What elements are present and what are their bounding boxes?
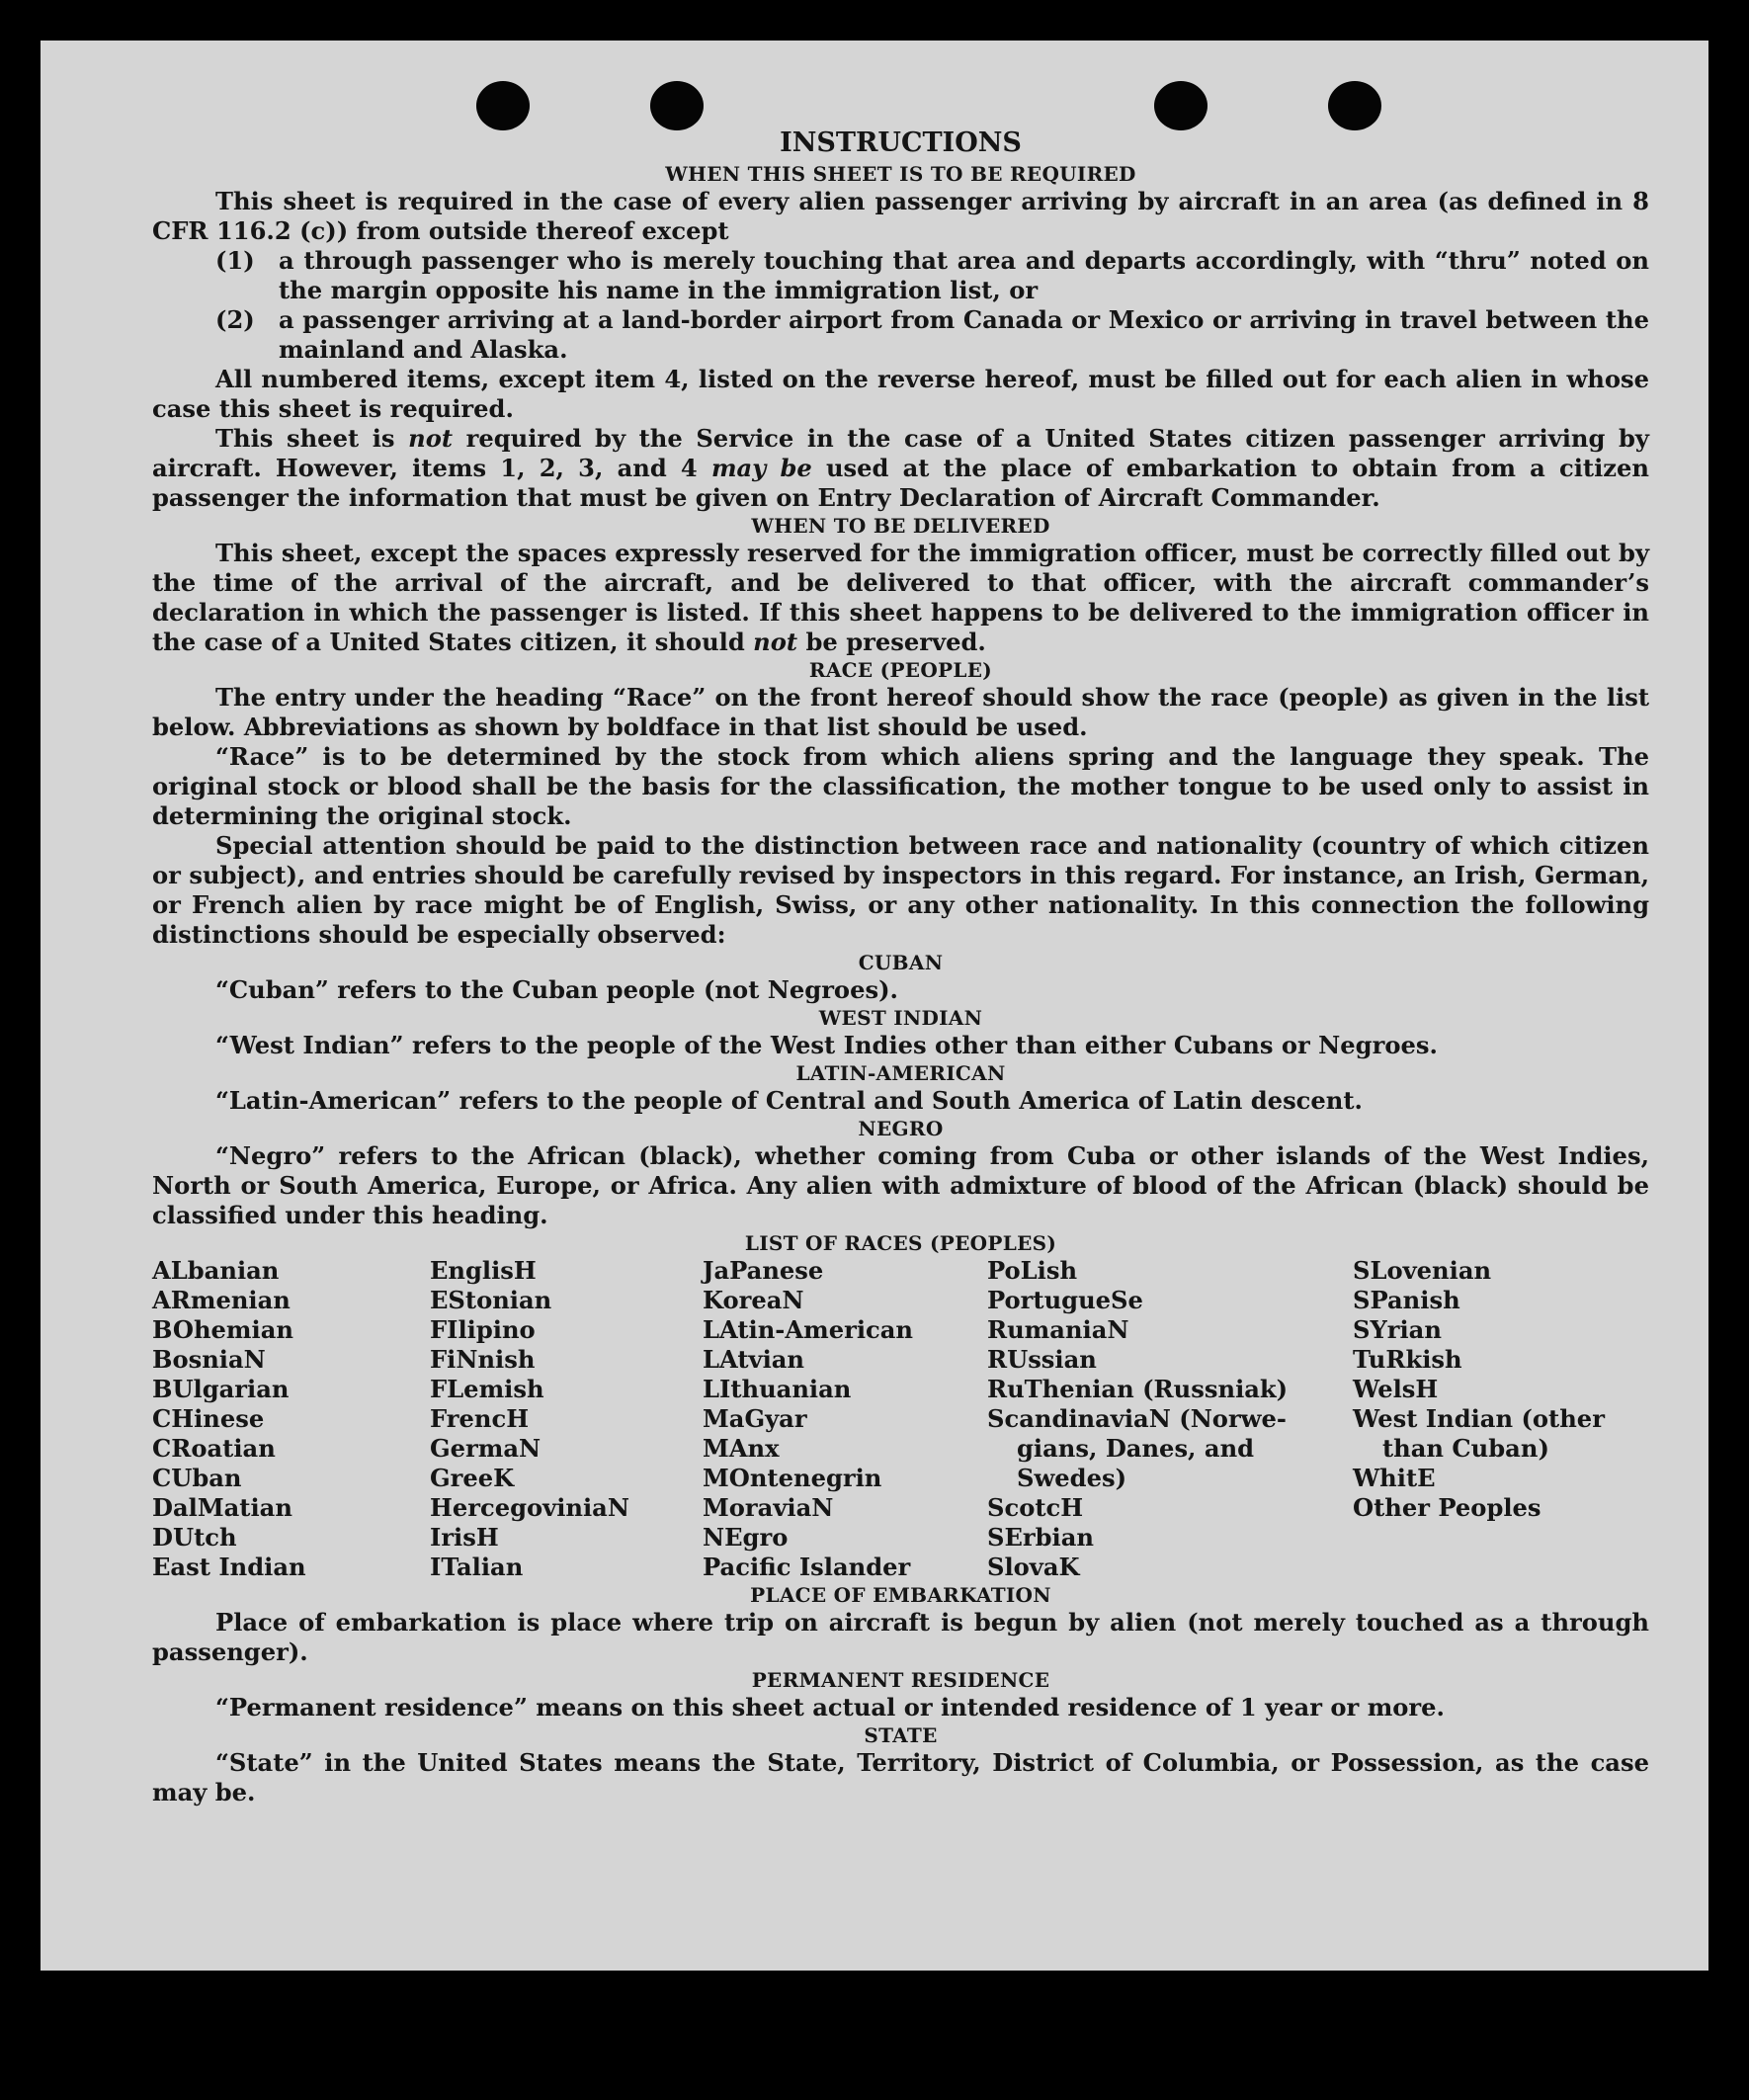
text-run: be preserved.: [797, 628, 986, 656]
race-item: WhitE: [1353, 1464, 1436, 1492]
race-item: RumaniaN: [987, 1315, 1129, 1344]
race-item: ALbanian: [152, 1256, 280, 1285]
list-item-2: [215, 305, 1649, 365]
race-item: GermaN: [430, 1434, 541, 1463]
race-item: KoreaN: [703, 1286, 804, 1314]
race-item: MOntenegrin: [703, 1464, 882, 1492]
race-item: GreeK: [430, 1464, 515, 1492]
race-item: PoLish: [987, 1256, 1078, 1285]
section-heading-latin-american: LATIN-AMERICAN: [795, 1061, 1006, 1085]
race-item: RuThenian (Russniak): [987, 1375, 1289, 1403]
text-run-italic: not: [408, 424, 454, 453]
race-item: HercegoviniaN: [430, 1493, 629, 1522]
race-item-continued: Swedes): [1017, 1464, 1127, 1492]
section-heading-negro: NEGRO: [858, 1117, 944, 1140]
text-run: required by the Service in the case of a United States citizen passenger arriving by aircraft. However, items 1, 2, 3, and 4: [152, 424, 1649, 482]
race-item: LAtvian: [703, 1345, 805, 1374]
paragraph-delivered: [152, 539, 1649, 657]
section-heading-state: STATE: [864, 1723, 938, 1747]
race-item: FLemish: [430, 1375, 544, 1403]
race-item: BosniaN: [152, 1345, 266, 1374]
instructions-body: [152, 126, 1649, 1807]
race-item-continued: gians, Danes, and: [1017, 1434, 1255, 1463]
races-list: [152, 1256, 1649, 1582]
list-item-number: (1): [215, 246, 255, 275]
race-item: CRoatian: [152, 1434, 276, 1463]
section-heading-embarkation: PLACE OF EMBARKATION: [750, 1583, 1051, 1607]
text-run: This sheet is: [215, 424, 409, 453]
race-item: ARmenian: [152, 1286, 291, 1314]
punch-hole: [476, 81, 530, 130]
paragraph-required: This sheet is required in the case of every alien passenger arriving by aircraft in an area (as defined in 8 CFR 116.2 (c)) from outside thereof except: [152, 187, 1649, 245]
race-item: DUtch: [152, 1523, 237, 1552]
section-heading-cuban: CUBAN: [858, 951, 944, 974]
punch-hole: [650, 81, 704, 130]
text-run: This sheet, except the spaces expressly reserved for the immigration officer, must be correctly filled out by the time of the arrival of the aircraft, and be delivered to that officer, with the aircraft commander’s declaration in which the passenger is listed. If this sheet happens to be delivered to the immigration officer in the case of a United States citizen, it should: [152, 539, 1649, 656]
race-item: FiNnish: [430, 1345, 536, 1374]
paragraph-cuban: “Cuban” refers to the Cuban people (not Negroes).: [215, 975, 898, 1004]
race-item: SLovenian: [1353, 1256, 1492, 1285]
race-item: JaPanese: [703, 1256, 824, 1285]
text-run-italic: may be: [710, 454, 812, 482]
punch-hole: [1154, 81, 1208, 130]
race-item: SErbian: [987, 1523, 1095, 1552]
list-item-text: a through passenger who is merely touching that area and departs accordingly, with “thru” noted on the margin opposite his name in the immigration list, or: [279, 246, 1649, 304]
races-column-5: [1353, 1256, 1649, 1582]
race-item: West Indian (other: [1353, 1404, 1605, 1433]
race-item: ScandinaviaN (Norwe-: [987, 1404, 1287, 1433]
paragraph-west-indian: “West Indian” refers to the people of the West Indies other than either Cubans or Negroes.: [215, 1031, 1438, 1059]
race-item-continued: than Cuban): [1382, 1434, 1549, 1463]
races-column-3: [703, 1256, 987, 1582]
paragraph-latin-american: “Latin-American” refers to the people of Central and South America of Latin descent.: [215, 1086, 1363, 1115]
races-column-4: [987, 1256, 1353, 1582]
race-item: CUban: [152, 1464, 242, 1492]
race-item: RUssian: [987, 1345, 1097, 1374]
race-item: ScotcH: [987, 1493, 1084, 1522]
race-item: TuRkish: [1353, 1345, 1462, 1374]
races-column-2: [430, 1256, 703, 1582]
section-heading-when-required: WHEN THIS SHEET IS TO BE REQUIRED: [665, 162, 1136, 186]
race-item: MaGyar: [703, 1404, 807, 1433]
race-item: EStonian: [430, 1286, 552, 1314]
race-item: BOhemian: [152, 1315, 293, 1344]
paragraph-race-1: The entry under the heading “Race” on the front hereof should show the race (people) as given in the list below. Abbreviations as shown by boldface in that list should be used.: [152, 683, 1649, 741]
race-item: NEgro: [703, 1523, 789, 1552]
paragraph-numbered-items: All numbered items, except item 4, listed on the reverse hereof, must be filled out for each alien in whose case this sheet is required.: [152, 365, 1649, 423]
race-item: FrencH: [430, 1404, 530, 1433]
race-item: ITalian: [430, 1553, 524, 1581]
paragraph-race-3: Special attention should be paid to the distinction between race and nationality (country of which citizen or subject), and entries should be carefully revised by inspectors in this regard. For instance, an Irish, German, or French alien by race might be of English, Swiss, or any other nationality. In this connection the following distinctions should be especially observed:: [152, 831, 1649, 949]
race-item: SPanish: [1353, 1286, 1460, 1314]
section-heading-race: RACE (PEOPLE): [808, 658, 993, 682]
race-item: PortugueSe: [987, 1286, 1143, 1314]
races-column-1: [152, 1256, 430, 1582]
race-item: FIlipino: [430, 1315, 536, 1344]
paragraph-negro: “Negro” refers to the African (black), whether coming from Cuba or other islands of the West Indies, North or South America, Europe, or Africa. Any alien with admixture of blood of the African (black) should be classified under this heading.: [152, 1141, 1649, 1229]
race-item: CHinese: [152, 1404, 265, 1433]
section-heading-races-list: LIST OF RACES (PEOPLES): [744, 1231, 1057, 1255]
list-item-number: (2): [215, 305, 255, 334]
race-item: SYrian: [1353, 1315, 1442, 1344]
list-item-1: [215, 246, 1649, 305]
race-item: MAnx: [703, 1434, 780, 1463]
paragraph-citizen: [152, 424, 1649, 513]
race-item: Other Peoples: [1353, 1493, 1541, 1522]
section-heading-residence: PERMANENT RESIDENCE: [751, 1668, 1050, 1692]
paragraph-residence: “Permanent residence” means on this sheet actual or intended residence of 1 year or more.: [215, 1693, 1445, 1722]
race-item: BUlgarian: [152, 1375, 290, 1403]
section-heading-west-indian: WEST INDIAN: [818, 1006, 983, 1030]
paragraph-state: “State” in the United States means the State, Territory, District of Columbia, or Possession, as the case may be.: [152, 1748, 1649, 1806]
text-run-italic: not: [753, 628, 798, 656]
race-item: LIthuanian: [703, 1375, 852, 1403]
race-item: LAtin-American: [703, 1315, 913, 1344]
race-item: IrisH: [430, 1523, 499, 1552]
race-item: East Indian: [152, 1553, 306, 1581]
page-title: INSTRUCTIONS: [780, 127, 1022, 158]
text-run: used at the place of embarkation to obtain from a citizen passenger the information that must be given on Entry Declaration of Aircraft Commander.: [152, 454, 1650, 512]
race-item: SlovaK: [987, 1553, 1080, 1581]
list-item-text: a passenger arriving at a land-border airport from Canada or Mexico or arriving in travel between the mainland and Alaska.: [279, 305, 1649, 364]
punch-hole: [1328, 81, 1381, 130]
race-item: WelsH: [1353, 1375, 1439, 1403]
section-heading-when-delivered: WHEN TO BE DELIVERED: [751, 514, 1050, 538]
race-item: Pacific Islander: [703, 1553, 911, 1581]
race-item: MoraviaN: [703, 1493, 834, 1522]
race-item: EnglisH: [430, 1256, 537, 1285]
paragraph-race-2: “Race” is to be determined by the stock from which aliens spring and the language they speak. The original stock or blood shall be the basis for the classification, the mother tongue to be used only to assist in determining the original stock.: [152, 742, 1649, 830]
paragraph-embarkation: Place of embarkation is place where trip on aircraft is begun by alien (not merely touched as a through passenger).: [152, 1608, 1649, 1666]
race-item: DalMatian: [152, 1493, 292, 1522]
document-page: [41, 41, 1708, 1971]
